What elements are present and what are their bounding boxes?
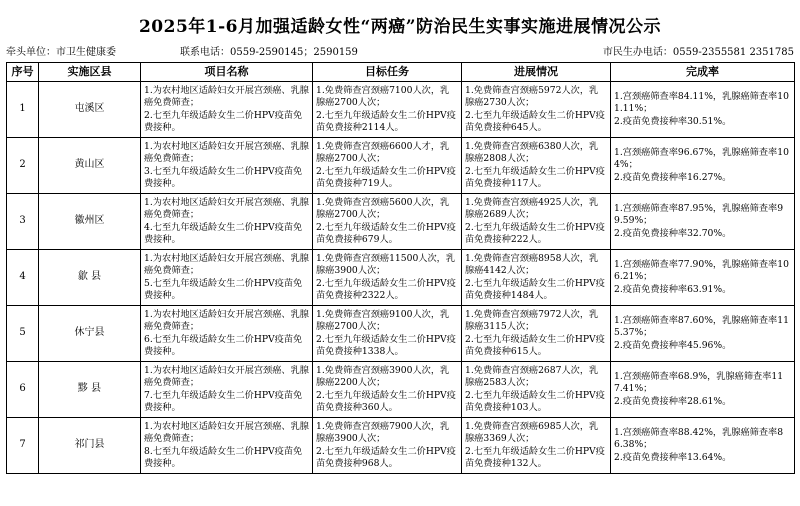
rate-line: 1.宫颈癌筛查率87.95%，乳腺癌筛查率99.59%； <box>614 202 784 227</box>
target-line: 1.免费筛查宫颈癌5600人次，乳腺癌2700人次； <box>316 196 450 221</box>
row-number: 3 <box>7 194 39 250</box>
progress-cell <box>462 306 611 362</box>
row-number: 4 <box>7 250 39 306</box>
rate-line: 2.疫苗免费接种率28.61%。 <box>614 395 732 407</box>
rate-line: 2.疫苗免费接种率32.70%。 <box>614 227 732 239</box>
rate-line: 1.宫颈癌筛查率96.67%，乳腺癌筛查率104%； <box>614 146 789 171</box>
page-title: 2025年1-6月加强适龄女性“两癌”防治民生实事实施进展情况公示 <box>138 17 662 37</box>
progress-cell <box>462 82 611 138</box>
project-cell <box>141 362 313 418</box>
progress-line: 2.七至九年级适龄女生二价HPV疫苗免费接种103人。 <box>465 389 605 413</box>
project-line: 3.七至九年级适龄女生二价HPV疫苗免费接种。 <box>144 165 303 189</box>
rate-line: 1.宫颈癌筛查率77.90%，乳腺癌筛查率106.21%； <box>614 258 789 283</box>
hotline-phone: 市民生办电话：0559-2355581 2351785 <box>602 47 794 58</box>
progress-line: 1.免费筛查宫颈癌5972人次，乳腺癌2730人次； <box>465 84 599 109</box>
project-line: 5.七至九年级适龄女生二价HPV疫苗免费接种。 <box>144 277 303 301</box>
project-line: 2.七至九年级适龄女生二价HPV疫苗免费接种。 <box>144 109 303 133</box>
rate-line: 2.疫苗免费接种率16.27%。 <box>614 171 732 183</box>
row-number: 6 <box>7 362 39 418</box>
progress-cell <box>462 418 611 474</box>
rate-cell <box>611 194 795 250</box>
progress-line: 1.免费筛查宫颈癌8958人次，乳腺癌4142人次； <box>465 252 599 277</box>
progress-line: 1.免费筛查宫颈癌4925人次，乳腺癌2689人次； <box>465 196 599 221</box>
progress-line: 1.免费筛查宫颈癌2687人次，乳腺癌2583人次； <box>465 364 599 389</box>
target-line: 2.七至九年级适龄女生二价HPV疫苗免费接种1338人。 <box>316 333 456 357</box>
progress-line: 1.免费筛查宫颈癌6985人次，乳腺癌3369人次； <box>465 420 599 445</box>
target-line: 2.七至九年级适龄女生二价HPV疫苗免费接种2322人。 <box>316 277 456 301</box>
row-number: 2 <box>7 138 39 194</box>
row-number: 7 <box>7 418 39 474</box>
rate-line: 2.疫苗免费接种率13.64%。 <box>614 451 732 463</box>
project-cell <box>141 418 313 474</box>
progress-line: 2.七至九年级适龄女生二价HPV疫苗免费接种615人。 <box>465 333 605 357</box>
project-cell <box>141 82 313 138</box>
row-number: 1 <box>7 82 39 138</box>
project-cell <box>141 194 313 250</box>
row-number: 5 <box>7 306 39 362</box>
district-cell: 屯溪区 <box>39 82 141 138</box>
project-line: 1.为农村地区适龄妇女开展宫颈癌、乳腺癌免费筛查； <box>144 140 309 165</box>
progress-cell <box>462 250 611 306</box>
header-progress: 进展情况 <box>462 63 611 82</box>
project-line: 1.为农村地区适龄妇女开展宫颈癌、乳腺癌免费筛查； <box>144 308 309 333</box>
lead-unit: 牵头单位：市卫生健康委 <box>6 47 116 58</box>
rate-cell <box>611 306 795 362</box>
rate-line: 2.疫苗免费接种率45.96%。 <box>614 339 732 351</box>
rate-cell <box>611 82 795 138</box>
table-row <box>7 418 795 474</box>
target-line: 2.七至九年级适龄女生二价HPV疫苗免费接种679人。 <box>316 221 456 245</box>
table-row <box>7 362 795 418</box>
district-cell: 休宁县 <box>39 306 141 362</box>
table-row <box>7 306 795 362</box>
header-district: 实施区县 <box>39 63 141 82</box>
project-cell <box>141 250 313 306</box>
table-row <box>7 194 795 250</box>
header-project: 项目名称 <box>141 63 313 82</box>
project-cell <box>141 306 313 362</box>
target-cell <box>313 82 462 138</box>
rate-cell <box>611 418 795 474</box>
rate-line: 1.宫颈癌筛查率87.60%，乳腺癌筛查率115.37%； <box>614 314 789 339</box>
progress-cell <box>462 362 611 418</box>
table-row <box>7 250 795 306</box>
progress-line: 1.免费筛查宫颈癌6380人次，乳腺癌2808人次； <box>465 140 599 165</box>
target-line: 2.七至九年级适龄女生二价HPV疫苗免费接种360人。 <box>316 389 456 413</box>
project-line: 7.七至九年级适龄女生二价HPV疫苗免费接种。 <box>144 389 303 413</box>
progress-cell <box>462 138 611 194</box>
rate-line: 2.疫苗免费接种率30.51%。 <box>614 115 732 127</box>
target-line: 2.七至九年级适龄女生二价HPV疫苗免费接种2114人。 <box>316 109 456 133</box>
header-no: 序号 <box>7 63 39 82</box>
project-line: 6.七至九年级适龄女生二价HPV疫苗免费接种。 <box>144 333 303 357</box>
header-target: 目标任务 <box>313 63 462 82</box>
table-header-row <box>7 63 795 82</box>
rate-line: 1.宫颈癌筛查率68.9%，乳腺癌筛查率117.41%； <box>614 370 784 395</box>
target-line: 1.免费筛查宫颈癌7900人次，乳腺癌3900人次； <box>316 420 450 445</box>
rate-cell <box>611 250 795 306</box>
district-cell: 祁门县 <box>39 418 141 474</box>
progress-table <box>6 62 795 474</box>
project-line: 1.为农村地区适龄妇女开展宫颈癌、乳腺癌免费筛查； <box>144 420 309 445</box>
target-line: 2.七至九年级适龄女生二价HPV疫苗免费接种968人。 <box>316 445 456 469</box>
target-cell <box>313 194 462 250</box>
target-cell <box>313 138 462 194</box>
contact-phone: 联系电话：0559-2590145；2590159 <box>180 47 358 58</box>
info-bar <box>6 43 794 59</box>
target-line: 2.七至九年级适龄女生二价HPV疫苗免费接种719人。 <box>316 165 456 189</box>
rate-line: 2.疫苗免费接种率63.91%。 <box>614 283 732 295</box>
district-cell: 徽州区 <box>39 194 141 250</box>
progress-line: 2.七至九年级适龄女生二价HPV疫苗免费接种117人。 <box>465 165 605 189</box>
target-cell <box>313 306 462 362</box>
project-line: 1.为农村地区适龄妇女开展宫颈癌、乳腺癌免费筛查； <box>144 252 309 277</box>
district-cell: 黄山区 <box>39 138 141 194</box>
district-cell: 黟 县 <box>39 362 141 418</box>
rate-cell <box>611 138 795 194</box>
project-line: 1.为农村地区适龄妇女开展宫颈癌、乳腺癌免费筛查； <box>144 196 309 221</box>
progress-line: 2.七至九年级适龄女生二价HPV疫苗免费接种645人。 <box>465 109 605 133</box>
rate-line: 1.宫颈癌筛查率84.11%，乳腺癌筛查率101.11%； <box>614 90 789 115</box>
progress-line: 2.七至九年级适龄女生二价HPV疫苗免费接种222人。 <box>465 221 605 245</box>
table-row <box>7 82 795 138</box>
target-cell <box>313 250 462 306</box>
progress-line: 1.免费筛查宫颈癌7972人次，乳腺癌3115人次； <box>465 308 599 333</box>
header-rate: 完成率 <box>611 63 795 82</box>
target-line: 1.免费筛查宫颈癌11500人次，乳腺癌3900人次； <box>316 252 456 277</box>
progress-line: 2.七至九年级适龄女生二价HPV疫苗免费接种1484人。 <box>465 277 605 301</box>
table-row <box>7 138 795 194</box>
district-cell: 歙 县 <box>39 250 141 306</box>
progress-line: 2.七至九年级适龄女生二价HPV疫苗免费接种132人。 <box>465 445 605 469</box>
project-cell <box>141 138 313 194</box>
target-line: 1.免费筛查宫颈癌3900人次，乳腺癌2200人次； <box>316 364 450 389</box>
rate-cell <box>611 362 795 418</box>
project-line: 4.七至九年级适龄女生二价HPV疫苗免费接种。 <box>144 221 303 245</box>
target-line: 1.免费筛查宫颈癌6600人才，乳腺癌2700人次； <box>316 140 450 165</box>
project-line: 8.七至九年级适龄女生二价HPV疫苗免费接种。 <box>144 445 303 469</box>
target-line: 1.免费筛查宫颈癌7100人次，乳腺癌2700人次； <box>316 84 450 109</box>
progress-cell <box>462 194 611 250</box>
rate-line: 1.宫颈癌筛查率88.42%，乳腺癌筛查率86.38%； <box>614 426 784 451</box>
target-cell <box>313 418 462 474</box>
target-line: 1.免费筛查宫颈癌9100人次，乳腺癌2700人次； <box>316 308 450 333</box>
project-line: 1.为农村地区适龄妇女开展宫颈癌、乳腺癌免费筛查； <box>144 84 309 109</box>
target-cell <box>313 362 462 418</box>
project-line: 1.为农村地区适龄妇女开展宫颈癌、乳腺癌免费筛查； <box>144 364 309 389</box>
